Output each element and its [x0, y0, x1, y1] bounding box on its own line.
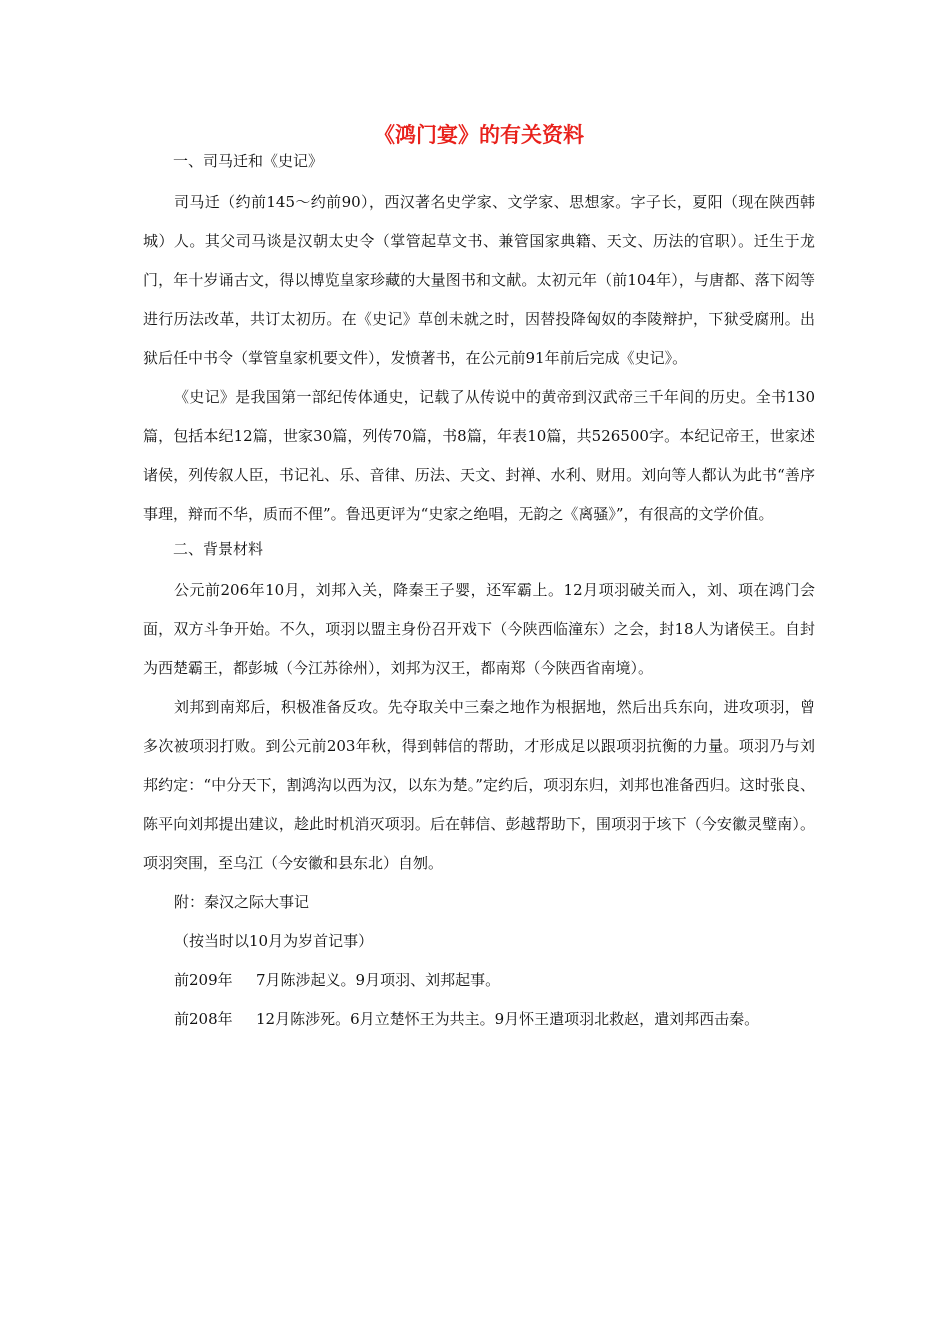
paragraph-sima-qian-bio: 司马迁（约前145～约前90），西汉著名史学家、文学家、思想家。字子长，夏阳（现在陕西韩城）人。其父司马谈是汉朝太史令（掌管起草文书、兼管国家典籍、天文、历法的官职）。迁生于龙门，年十岁诵古文，得以博览皇家珍藏的大量图书和文献。太初元年（前104年），与唐都、落下闳等进行历法改革，共订太初历。在《史记》草创未就之时，因替投降匈奴的李陵辩护，下狱受腐刑。出狱后任中书令（掌管皇家机要文件），发愤著书，在公元前91年前后完成《史记》。 — [143, 193, 815, 367]
event-row — [143, 1000, 815, 1039]
event-year: 前208年 — [174, 1010, 233, 1028]
event-row — [143, 961, 815, 1000]
event-text: 7月陈涉起义。9月项羽、刘邦起事。 — [256, 971, 501, 989]
appendix-note: （按当时以10月为岁首记事） — [174, 932, 374, 950]
appendix-heading: 附：秦汉之际大事记 — [174, 893, 310, 911]
event-year: 前209年 — [174, 971, 233, 989]
event-text: 12月陈涉死。6月立楚怀王为共主。9月怀王遣项羽北救赵，遣刘邦西击秦。 — [256, 1010, 760, 1028]
paragraph-background-1: 公元前206年10月，刘邦入关，降秦王子婴，还军霸上。12月项羽破关而入，刘、项在鸿门会面，双方斗争开始。不久，项羽以盟主身份召开戏下（今陕西临潼东）之会，封18人为诸侯王。自封为西楚霸王，都彭城（今江苏徐州），刘邦为汉王，都南郑（今陕西省南境）。 — [143, 581, 815, 677]
paragraph-shiji-intro: 《史记》是我国第一部纪传体通史，记载了从传说中的黄帝到汉武帝三千年间的历史。全书130篇，包括本纪12篇，世家30篇，列传70篇，书8篇，年表10篇，共526500字。本纪记帝王，世家述诸侯，列传叙人臣，书记礼、乐、音律、历法、天文、封禅、水利、财用。刘向等人都认为此书“善序事理，辩而不华，质而不俚”。鲁迅更评为“史家之绝唱，无韵之《离骚》”，有很高的文学价值。 — [143, 388, 815, 523]
document-page — [143, 120, 815, 1039]
section-heading-sima-qian: 一、司马迁和《史记》 — [173, 152, 324, 170]
paragraph-background-2: 刘邦到南郑后，积极准备反攻。先夺取关中三秦之地作为根据地，然后出兵东向，进攻项羽，曾多次被项羽打败。到公元前203年秋，得到韩信的帮助，才形成足以跟项羽抗衡的力量。项羽乃与刘邦约定：“中分天下，割鸿沟以西为汉，以东为楚。”定约后，项羽东归，刘邦也准备西归。这时张良、陈平向刘邦提出建议，趁此时机消灭项羽。后在韩信、彭越帮助下，围项羽于垓下（今安徽灵璧南）。项羽突围，至乌江（今安徽和县东北）自刎。 — [143, 698, 815, 872]
section-heading-background: 二、背景材料 — [173, 540, 264, 558]
document-title: 《鸿门宴》的有关资料 — [374, 122, 584, 147]
